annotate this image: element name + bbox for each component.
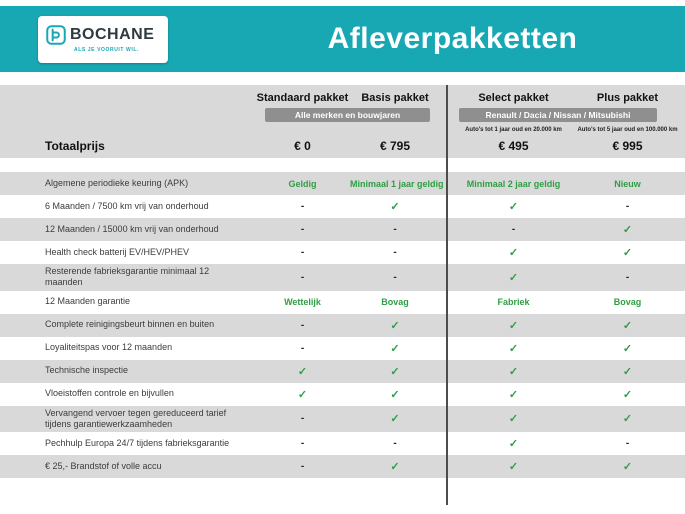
row-label: 12 Maanden / 15000 km vrij van onderhoud (45, 223, 219, 234)
table-row (0, 172, 685, 195)
subnote-select: Auto's tot 1 jaar oud en 20.000 km (465, 126, 562, 133)
dash-value: - (300, 271, 305, 283)
row-label: 6 Maanden / 7500 km vrij van onderhoud (45, 200, 209, 211)
check-icon: ✓ (508, 319, 519, 332)
table-row (0, 264, 685, 291)
column-header-select: Select pakket (478, 92, 549, 104)
price-row (0, 139, 685, 153)
check-icon: ✓ (390, 461, 400, 473)
dash-value: - (300, 247, 305, 258)
price-row-label: Totaalprijs (45, 139, 105, 153)
header-banner (0, 6, 685, 72)
check-icon: ✓ (622, 342, 633, 355)
check-icon: ✓ (508, 271, 519, 284)
table-row (0, 406, 685, 433)
check-icon: ✓ (390, 388, 400, 401)
table-row (0, 291, 685, 314)
check-icon: ✓ (390, 365, 400, 378)
check-icon: ✓ (622, 388, 633, 401)
feature-text-value: Bovag (613, 297, 642, 307)
dash-value: - (393, 247, 397, 258)
check-icon: ✓ (508, 247, 519, 259)
row-label: Loyaliteitspas voor 12 maanden (45, 342, 173, 353)
badge-renault-group: Renault / Dacia / Nissan / Mitsubishi (459, 108, 657, 122)
table-header (0, 85, 685, 158)
check-icon: ✓ (390, 342, 400, 355)
check-icon: ✓ (508, 201, 519, 213)
row-label: Resterende fabrieksgarantie minimaal 12 maanden (45, 266, 210, 288)
feature-text-value: Fabriek (497, 297, 530, 307)
header-body-gap (0, 158, 685, 172)
table-row (0, 241, 685, 264)
row-label: Vervangend vervoer tegen gereduceerd tarief tijdens garantiewerkzaamheden (45, 407, 227, 429)
group-badge-row (0, 108, 685, 122)
price-standaard: € 0 (294, 139, 311, 153)
logo-wordmark: BOCHANE (70, 26, 155, 43)
dash-value: - (625, 438, 630, 449)
table-row (0, 337, 685, 360)
check-icon: ✓ (508, 365, 519, 378)
table-row (0, 218, 685, 241)
subnote-plus: Auto's tot 5 jaar oud en 100.000 km (577, 126, 678, 133)
check-icon: ✓ (297, 388, 308, 401)
feature-text-value: Bovag (381, 297, 409, 307)
dash-value: - (393, 224, 397, 235)
check-icon: ✓ (622, 319, 633, 332)
check-icon: ✓ (390, 201, 400, 213)
price-select: € 495 (498, 139, 529, 153)
feature-text-value: Wettelijk (284, 297, 321, 307)
check-icon: ✓ (390, 319, 400, 332)
check-icon: ✓ (297, 365, 308, 378)
dash-value: - (393, 438, 397, 449)
dash-value: - (300, 438, 305, 449)
check-icon: ✓ (508, 388, 519, 401)
check-icon: ✓ (508, 461, 519, 473)
column-header-basis: Basis pakket (361, 92, 429, 104)
row-label: Complete reinigingsbeurt binnen en buiten (45, 319, 215, 330)
dash-value: - (300, 224, 305, 235)
row-label: Pechhulp Europa 24/7 tijdens fabrieksgarantie (45, 437, 230, 448)
row-label: Health check batterij EV/HEV/PHEV (45, 246, 190, 257)
row-label: Technische inspectie (45, 365, 129, 376)
column-header-row (0, 92, 685, 104)
check-icon: ✓ (622, 413, 633, 426)
dash-value: - (300, 413, 305, 425)
price-plus: € 995 (612, 139, 643, 153)
feature-text-value: Geldig (288, 178, 317, 189)
feature-text-value: Minimaal 2 jaar geldig (466, 178, 561, 189)
feature-text-value: Nieuw (614, 178, 641, 189)
table-body (0, 172, 685, 478)
column-header-plus: Plus pakket (596, 92, 659, 104)
table-row (0, 383, 685, 406)
dash-value: - (625, 201, 630, 212)
bochane-logo (38, 16, 168, 63)
check-icon: ✓ (622, 365, 633, 378)
page-title: Afleverpakketten (327, 22, 578, 55)
dash-value: - (511, 224, 516, 235)
row-label: Algemene periodieke keuring (APK) (45, 177, 189, 188)
badge-all-brands: Alle merken en bouwjaren (265, 108, 430, 122)
package-comparison-table (0, 85, 685, 478)
dash-value: - (393, 271, 397, 283)
table-row (0, 314, 685, 337)
subnote-row (0, 125, 685, 134)
row-label: € 25,- Brandstof of volle accu (45, 460, 162, 471)
dash-value: - (300, 342, 305, 354)
dash-value: - (625, 271, 630, 283)
feature-text-value: Minimaal 1 jaar geldig (350, 178, 444, 189)
column-header-standaard: Standaard pakket (256, 92, 349, 104)
vertical-divider (446, 85, 448, 505)
check-icon: ✓ (622, 461, 633, 473)
dash-value: - (300, 201, 305, 212)
table-row (0, 455, 685, 478)
check-icon: ✓ (508, 413, 519, 426)
row-label: 12 Maanden garantie (45, 296, 131, 307)
check-icon: ✓ (622, 224, 633, 236)
logo-tagline: ALS JE VOORUIT WIL. (74, 47, 140, 53)
check-icon: ✓ (390, 413, 400, 426)
row-label: Vloeistoffen controle en bijvullen (45, 388, 174, 399)
check-icon: ✓ (508, 342, 519, 355)
table-row (0, 432, 685, 455)
bochane-logo-icon (46, 25, 66, 45)
dash-value: - (300, 461, 305, 472)
table-row (0, 360, 685, 383)
table-row (0, 195, 685, 218)
check-icon: ✓ (508, 438, 519, 450)
dash-value: - (300, 319, 305, 331)
check-icon: ✓ (622, 247, 633, 259)
price-basis: € 795 (379, 139, 411, 153)
